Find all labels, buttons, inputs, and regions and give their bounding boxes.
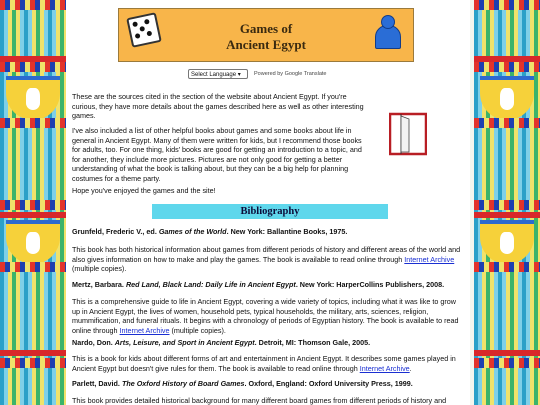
citation-description: This book provides detailed historical background for many different board games from different periods of history and bbox=[72, 396, 447, 405]
citation-description: This is a comprehensive guide to life in Ancient Egypt, covering a wide variety of topics, including what it was like to grow up in Ancient Egypt, the lives of women, household pets, typical households, the military, arts, sciences, religion, mummification, and funeral rituals. It begins with a chronology of periods of Egyptian history. The book is available to read online through Internet Archive (multiple copies). bbox=[72, 297, 459, 335]
main-content bbox=[66, 0, 470, 405]
citation: Grunfeld, Frederic V., ed. Games of the World. New York: Ballantine Books, 1975. bbox=[72, 227, 348, 236]
powered-by-label: Powered by Google Translate bbox=[254, 71, 327, 77]
intro-paragraph-2: I've also included a list of other helpful books about games and some books about life in general in Ancient Egypt. Many of them were written for kids, but I recommend those books for adults, too. For one thing, kids' books are good for getting an introduction to a topic, and for another, they include more pictures. Pictures are not only good for getting a better understanding of what the book is talking about, but they can be a big help for planning costumes for a theme party. bbox=[72, 126, 362, 183]
citation: Nardo, Don. Arts, Leisure, and Sport in Ancient Egypt. Detroit, MI: Thomson Gale, 2005. bbox=[72, 338, 371, 347]
internet-archive-link[interactable]: Internet Archive bbox=[119, 325, 170, 335]
open-book-icon bbox=[389, 112, 427, 156]
lotus-capital-icon bbox=[6, 220, 60, 264]
language-select[interactable]: Select Language ▾ bbox=[188, 69, 248, 79]
internet-archive-link[interactable]: Internet Archive bbox=[404, 254, 455, 264]
bibliography-heading: Bibliography bbox=[152, 204, 388, 219]
left-decorative-column bbox=[0, 0, 66, 405]
right-decorative-column bbox=[474, 0, 540, 405]
intro-paragraph-3: Hope you've enjoyed the games and the site! bbox=[72, 186, 216, 195]
intro-paragraph-1: These are the sources cited in the section of the website about Ancient Egypt. If you're curious, they have more details about the games described here as well as other interesting games. bbox=[72, 92, 364, 121]
citation: Mertz, Barbara. Red Land, Black Land: Daily Life in Ancient Egypt. New York: HarperCollins Publishers, 2008. bbox=[72, 280, 445, 289]
internet-archive-link[interactable]: Internet Archive bbox=[359, 363, 410, 373]
lotus-capital-icon bbox=[480, 220, 534, 264]
site-header-banner[interactable] bbox=[118, 8, 414, 62]
citation-description: This is a book for kids about different forms of art and entertainment in Ancient Egypt. It describes some games played in Ancient Egypt but doesn't give rules for them. The book is available to read online through Internet Archive. bbox=[72, 354, 456, 373]
lotus-capital-icon bbox=[6, 76, 60, 120]
citation-description: This book has both historical information about games from different periods of history and different areas of the world and also gives information on how to make and play the games. The book is available to read online through Internet Archive (multiple copies). bbox=[72, 245, 461, 274]
google-translate-widget bbox=[188, 68, 326, 80]
citation: Parlett, David. The Oxford History of Board Games. Oxford, England: Oxford University Press, 1999. bbox=[72, 379, 413, 388]
site-title: Games of Ancient Egypt bbox=[226, 21, 306, 52]
game-pawn-icon bbox=[375, 15, 399, 49]
lotus-capital-icon bbox=[480, 76, 534, 120]
